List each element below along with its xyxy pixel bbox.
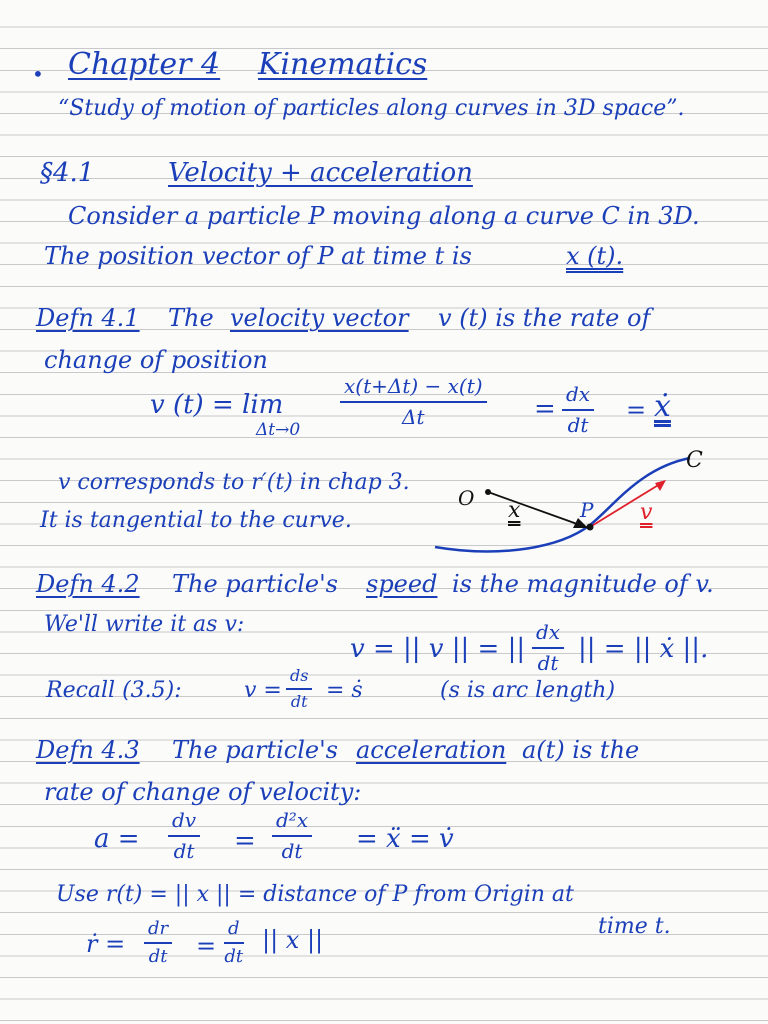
- derivative-numerator: dx: [562, 382, 594, 411]
- rdot-num-2: d: [224, 918, 244, 944]
- def2-line-2: We'll write it as v:: [44, 612, 245, 637]
- origin-point: [485, 489, 491, 495]
- accel-eq-num-2: d²x: [272, 808, 312, 837]
- velocity-eq-xdot: ẋ: [654, 389, 671, 424]
- rdot-tail: || x ||: [262, 926, 324, 954]
- speed-eq-denominator: dt: [537, 651, 559, 675]
- def3-line-2: rate of change of velocity:: [44, 778, 362, 806]
- def1-term: velocity vector: [230, 304, 409, 332]
- derivative-denominator: dt: [567, 413, 589, 437]
- accel-eq-num-1: dv: [168, 808, 200, 837]
- recall-label: Recall (3.5):: [46, 678, 182, 703]
- rdot-frac-2: [224, 918, 244, 967]
- chapter-subtitle: “Study of motion of particles along curves in 3D space”.: [58, 96, 685, 121]
- chapter-topic: Kinematics: [258, 47, 428, 82]
- section-line-2a: The position vector of P at time t is: [44, 242, 472, 270]
- def2-term: speed: [366, 570, 438, 598]
- velocity-eq-equals-2: =: [626, 396, 647, 424]
- def3-text-b: a(t) is the: [522, 736, 640, 764]
- rdot-num-1: dr: [144, 918, 172, 944]
- speed-eq-b: || = || ẋ ||.: [578, 634, 709, 664]
- def2-label: Defn 4.2: [36, 570, 140, 598]
- speed-eq-derivative: [532, 620, 564, 675]
- def3-term: acceleration: [356, 736, 507, 764]
- particle-point: [587, 524, 594, 531]
- def3-use-line-2: time t.: [598, 914, 671, 939]
- velocity-eq-equals-1: =: [534, 394, 556, 424]
- velocity-eq-lhs: v (t) = lim: [150, 390, 284, 420]
- section-number: §4.1: [40, 158, 95, 188]
- velocity-eq-limit: Δt→0: [256, 420, 301, 440]
- velocity-eq-denominator: Δt: [402, 405, 425, 429]
- bullet-mark: •: [32, 62, 44, 86]
- recall-sdot: = ṡ: [326, 678, 363, 703]
- velocity-arrowhead: [655, 480, 666, 491]
- accel-eq-a: a =: [94, 824, 140, 854]
- def1-text-b: v (t) is the rate of: [438, 304, 651, 332]
- position-vector-label: x: [508, 498, 521, 523]
- rdot-frac-1: [144, 918, 172, 967]
- def3-use-line: Use r(t) = || x || = distance of P from Origin at: [56, 882, 574, 907]
- curve-label: C: [686, 448, 703, 473]
- accel-eq-frac-2: [272, 808, 312, 863]
- def1-line-2: change of position: [44, 346, 268, 374]
- velocity-eq-numerator: x(t+Δt) − x(t): [340, 374, 487, 403]
- recall-numerator: ds: [286, 666, 312, 690]
- accel-eq-den-2: dt: [281, 839, 303, 863]
- speed-eq-a: v = || v || = ||: [350, 634, 526, 664]
- point-label: P: [580, 498, 594, 522]
- accel-eq-frac-1: [168, 808, 200, 863]
- velocity-vector-label: v: [640, 500, 653, 525]
- recall-v: v =: [244, 678, 282, 703]
- section-line-1: Consider a particle P moving along a curve C in 3D.: [68, 202, 700, 230]
- def3-label: Defn 4.3: [36, 736, 140, 764]
- def1-label: Defn 4.1: [36, 304, 140, 332]
- def2-text-a: The particle's: [172, 570, 338, 598]
- def1-note-2: It is tangential to the curve.: [40, 508, 352, 533]
- chapter-title: Chapter 4: [68, 47, 221, 82]
- section-title: Velocity + acceleration: [168, 158, 473, 188]
- rdot-den-1: dt: [148, 946, 168, 967]
- origin-label: O: [458, 486, 475, 510]
- def1-text-a: The: [168, 304, 214, 332]
- position-vector-arrow: [488, 492, 580, 525]
- recall-note: (s is arc length): [440, 678, 616, 703]
- rdot-eq-a: ṙ =: [86, 930, 126, 958]
- speed-eq-numerator: dx: [532, 620, 564, 649]
- def1-note-1: v corresponds to r′(t) in chap 3.: [58, 470, 410, 495]
- accel-eq-c: = ẍ = v̇: [356, 824, 454, 854]
- def3-text-a: The particle's: [172, 736, 338, 764]
- recall-fraction: [286, 666, 312, 711]
- def2-text-b: is the magnitude of v.: [452, 570, 714, 598]
- recall-denominator: dt: [290, 692, 308, 711]
- section-line-2b: x (t).: [566, 242, 624, 270]
- rdot-eq-b: =: [196, 932, 217, 960]
- rdot-den-2: dt: [224, 946, 244, 967]
- accel-eq-b: =: [234, 826, 256, 856]
- accel-eq-den-1: dt: [173, 839, 195, 863]
